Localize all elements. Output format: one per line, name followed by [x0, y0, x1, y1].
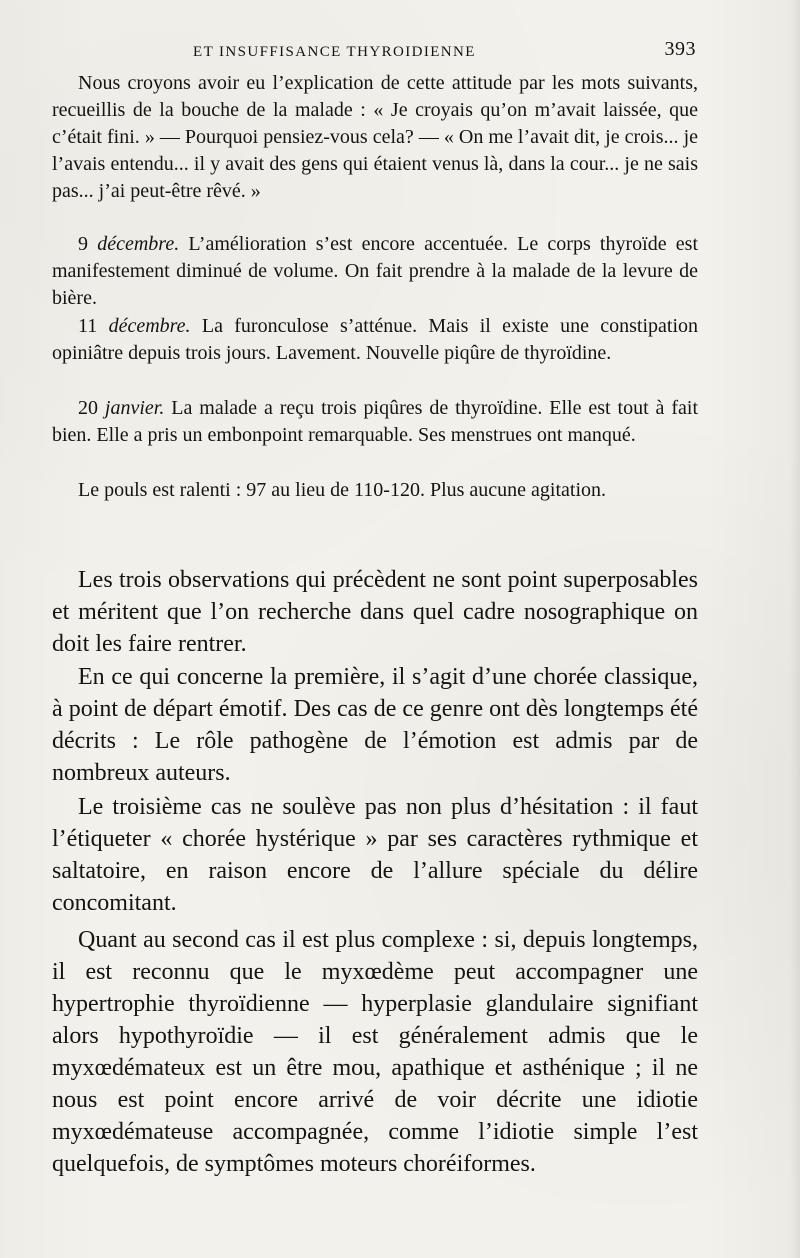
page-number: 393 — [664, 38, 696, 60]
entry-text: L’amélioration s’est encore accentuée. Le corps thyroïde est manifestement diminué de volume. On fait prendre à la malade de la levure de bière. — [52, 233, 698, 309]
observation-entry-9-december — [52, 231, 698, 312]
discussion-text: Les trois observations qui précèdent ne sont point superposables et méritent que l’on recherche dans quel cadre nosographique on doit les faire rentrer. — [52, 567, 698, 657]
discussion-text: Le troisième cas ne soulève pas non plus d’hésitation : il faut l’étiqueter « chorée hystérique » par ses caractères rythmique et saltatoire, en raison encore de l’allure spéciale du délire concomitant. — [52, 794, 698, 916]
entry-day: 9 — [78, 233, 88, 255]
entry-date: décembre. — [108, 315, 191, 337]
observation-closing — [52, 477, 698, 504]
observation-text: Nous croyons avoir eu l’explication de cette attitude par les mots suivants, recueillis de la bouche de la malade : « Je croyais qu’on m’avait laissée, que c’était fini. » — Pourquoi pensiez-vous cela? — « On me l’avait dit, je crois... je l’avais entendu... il y avait des gens qui étaient venus là, dans la cour... je ne sais pas... j’ai peut-être rêvé. » — [52, 72, 698, 202]
discussion-text: Quant au second cas il est plus complexe : si, depuis longtemps, il est reconnu que le myxœdème peut accompagner une hypertrophie thyroïdienne — hyperplasie glandulaire signifiant alors hypothyroïdie — il est généralement admis que le myxœdémateux est un être mou, apathique et asthénique ; il ne nous est point encore arrivé de voir décrite une idiotie myxœdémateuse accompagnée, comme l’idiotie simple l’est quelquefois, de symptômes moteurs choréiformes. — [52, 927, 698, 1177]
discussion-paragraph-4 — [52, 924, 698, 1180]
discussion-text: En ce qui concerne la première, il s’agit d’une chorée classique, à point de départ émotif. Des cas de ce genre ont dès longtemps été décrits : Le rôle pathogène de l’émotion est admis par de nombreux auteurs. — [52, 664, 698, 786]
discussion-paragraph-2 — [52, 661, 698, 789]
page-edge-shadow — [790, 0, 800, 1258]
running-header — [78, 38, 696, 68]
entry-text: La furonculose s’atténue. Mais il existe une constipation opiniâtre depuis trois jours. Lavement. Nouvelle piqûre de thyroïdine. — [52, 315, 699, 364]
discussion-paragraph-3 — [52, 791, 698, 919]
entry-day: 11 — [78, 315, 98, 337]
entry-day: 20 — [78, 397, 98, 419]
running-title: ET INSUFFISANCE THYROIDIENNE — [193, 44, 476, 60]
observation-entry-11-december — [52, 313, 698, 367]
observation-entry-20-january — [52, 395, 698, 449]
observation-paragraph-1 — [52, 70, 698, 205]
entry-date: décembre. — [97, 233, 180, 255]
discussion-paragraph-1 — [52, 564, 698, 660]
observation-closing-text: Le pouls est ralenti : 97 au lieu de 110-120. Plus aucune agitation. — [78, 479, 607, 501]
entry-date: janvier. — [104, 397, 165, 419]
entry-text: La malade a reçu trois piqûres de thyroïdine. Elle est tout à fait bien. Elle a pris un embonpoint remarquable. Ses menstrues ont manqué. — [52, 397, 699, 446]
